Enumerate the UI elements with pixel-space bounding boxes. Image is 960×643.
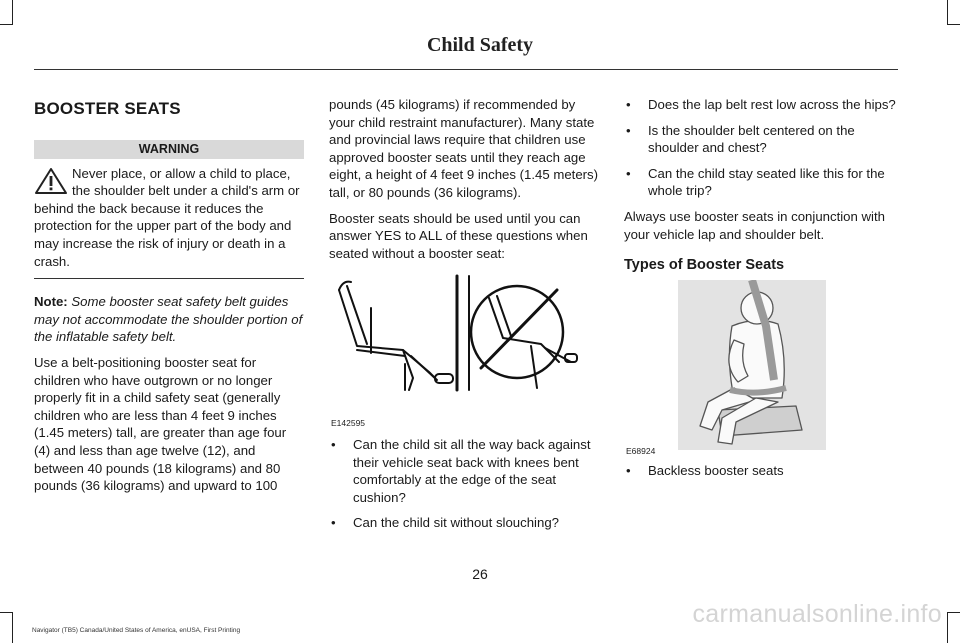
list-item: • Can the child sit without slouching? xyxy=(329,514,601,532)
question-list xyxy=(329,436,601,540)
booster-type-list xyxy=(624,462,896,488)
column-left xyxy=(34,96,304,503)
figure-code: E68924 xyxy=(626,446,656,456)
figure-code: E142595 xyxy=(331,418,366,428)
warning-text: Never place, or allow a child to place, the shoulder belt under a child's arm or behind the back because it reduces the protection for the upper part of the body and may increase the risk of injury or death in a crash. xyxy=(34,165,300,269)
list-item: • Backless booster seats xyxy=(624,462,896,480)
body-paragraph: Use a belt-positioning booster seat for children who have outgrown or no longer properly fit in a child safety seat (generally children who are less than 4 feet 9 inches (1.45 meters) tall, are greater than age four (4) and less than age twelve (12), and between 40 pounds (18 kilograms) and 80 pounds (36 kilograms) and upward to 100 xyxy=(34,354,287,494)
list-item: • Does the lap belt rest low across the hips? xyxy=(624,96,896,114)
column-right xyxy=(624,96,896,275)
column-middle xyxy=(329,96,601,270)
watermark: carmanualsonline.info xyxy=(692,600,942,628)
body-paragraph: pounds (45 kilograms) if recommended by your child restraint manufacturer). Many state and provincial laws require that children use approved booster seats until they reach age eight, a height of 4 feet 9 inches (1.45 meters) tall, or 80 pounds (36 kilograms). xyxy=(329,97,599,200)
list-item: • Can the child sit all the way back against their vehicle seat back with knees bent comfortably at the edge of the seat cushion? xyxy=(329,436,601,506)
crop-mark-bottom-right xyxy=(947,612,960,643)
list-item: • Can the child stay seated like this for the whole trip? xyxy=(624,165,896,200)
header-rule xyxy=(34,69,898,70)
section-title: BOOSTER SEATS xyxy=(34,99,181,118)
note-paragraph xyxy=(34,293,304,346)
warning-triangle-icon xyxy=(34,167,68,195)
page-header-title: Child Safety xyxy=(426,34,534,56)
note-label: Note: xyxy=(34,294,68,310)
crop-mark-top-right xyxy=(947,0,960,25)
crop-mark-bottom-left xyxy=(0,612,13,643)
subheading: Types of Booster Seats xyxy=(624,257,785,274)
warning-label: WARNING xyxy=(34,140,304,159)
body-paragraph: Booster seats should be used until you can answer YES to ALL of these questions when seated without a booster seat: xyxy=(329,210,588,261)
note-text: Some booster seat safety belt guides may not accommodate the shoulder portion of the inflatable safety belt. xyxy=(34,294,303,345)
page-number: 26 xyxy=(472,566,488,582)
crop-mark-top-left xyxy=(0,0,13,25)
seating-posture-illustration xyxy=(331,268,591,398)
warning-block xyxy=(34,140,304,280)
list-item: • Is the shoulder belt centered on the shoulder and chest? xyxy=(624,122,896,157)
footer-text: Navigator (TB5) Canada/United States of America, enUSA, First Printing xyxy=(32,627,241,634)
body-paragraph: Always use booster seats in conjunction with your vehicle lap and shoulder belt. xyxy=(624,208,885,242)
booster-seat-child-illustration xyxy=(678,280,826,450)
